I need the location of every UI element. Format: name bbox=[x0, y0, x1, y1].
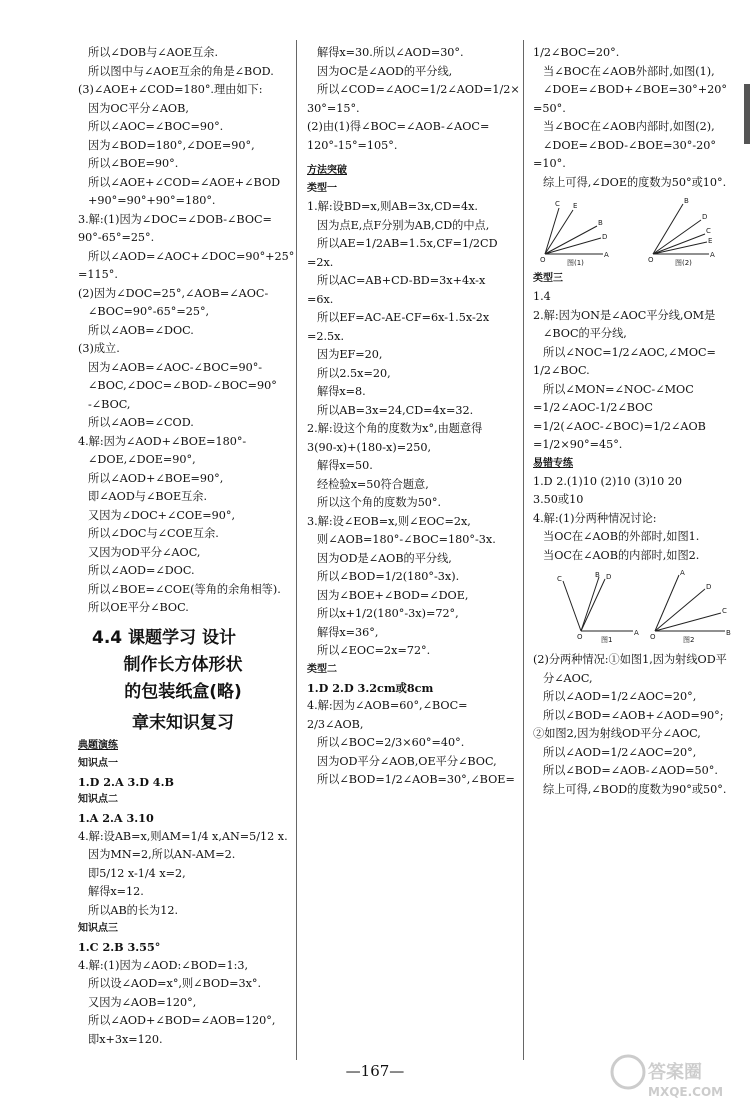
angle-diagram-svg-2 bbox=[533, 569, 733, 647]
solution-line: 经检验x=50符合题意, bbox=[317, 477, 429, 491]
solution-line: 所以∠AOB=∠COD. bbox=[88, 416, 194, 429]
svg-text:D: D bbox=[606, 573, 612, 581]
solution-line: =50°. bbox=[533, 101, 566, 115]
knowledge-point-3: 知识点三 bbox=[78, 923, 118, 934]
svg-text:E: E bbox=[708, 237, 713, 245]
solution-line: 当OC在∠AOB的内部时,如图2. bbox=[543, 548, 700, 562]
solution-line: 解得x=30.所以∠AOD=30°. bbox=[317, 46, 464, 59]
heading-box-design: 制作长方体形状 bbox=[123, 654, 243, 675]
solution-line: 所以2.5x=20, bbox=[317, 366, 391, 380]
svg-text:B: B bbox=[726, 629, 731, 637]
solution-line: 4.解:(1)因为∠AOD:∠BOD=1:3, bbox=[78, 958, 249, 972]
solution-line: 所以EF=AC-AE-CF=6x-1.5x-2x bbox=[317, 311, 490, 324]
solution-line: =1/2×90°=45°. bbox=[533, 438, 623, 451]
solution-line: ∠BOC的平分线, bbox=[543, 327, 627, 340]
section-fangfa: 方法突破 bbox=[307, 165, 347, 176]
solution-line: 所以图中与∠AOE互余的角是∠BOD. bbox=[88, 64, 274, 78]
angle-figures-1-2 bbox=[533, 196, 745, 266]
solution-line: 所以这个角的度数为50°. bbox=[317, 496, 442, 509]
solution-line: 1.4 bbox=[533, 290, 551, 303]
solution-line: 所以∠AOD=1/2∠AOC=20°, bbox=[543, 745, 697, 759]
solution-line: 又因为∠DOC+∠COE=90°, bbox=[88, 508, 236, 522]
solution-line: 当∠BOC在∠AOB内部时,如图(2), bbox=[543, 120, 715, 133]
solution-line: 4.解:因为∠AOD+∠BOE=180°- bbox=[78, 434, 247, 448]
solution-line: +90°=90°+90°=180°. bbox=[88, 194, 216, 207]
solution-line: 解得x=36°, bbox=[317, 625, 379, 639]
solution-line: =1/2∠AOC-1/2∠BOC bbox=[533, 401, 653, 414]
svg-text:C: C bbox=[722, 607, 727, 615]
knowledge-point-1: 知识点一 bbox=[78, 757, 118, 769]
solution-line: 120°-15°=105°. bbox=[307, 138, 398, 152]
type1-solution-lines bbox=[307, 198, 517, 661]
solution-line: (2)分两种情况:①如图1,因为射线OD平 bbox=[533, 653, 727, 666]
solution-line: 因为∠BOE+∠BOD=∠DOE, bbox=[317, 588, 469, 602]
solution-line: 因为MN=2,所以AN-AM=2. bbox=[88, 848, 236, 861]
solution-line: 所以∠BOD=∠AOB-∠AOD=50°. bbox=[543, 764, 718, 777]
type-2-label: 类型二 bbox=[307, 663, 337, 675]
solution-line: ∠DOE,∠DOE=90°, bbox=[88, 453, 196, 466]
kp3-solution-lines bbox=[78, 957, 288, 1050]
solution-line: (3)∠AOE+∠COD=180°.理由如下: bbox=[78, 83, 263, 96]
solution-line: 当OC在∠AOB的外部时,如图1. bbox=[543, 530, 700, 543]
solution-line: 所以∠EOC=2x=72°. bbox=[317, 644, 431, 657]
type-1-label: 类型一 bbox=[307, 183, 337, 194]
solution-line: 所以OE平分∠BOC. bbox=[88, 601, 189, 614]
svg-text:答案圈: 答案圈 bbox=[648, 1062, 702, 1083]
solution-line: 综上可得,∠BOD的度数为90°或50°. bbox=[543, 782, 727, 796]
svg-text:D: D bbox=[706, 583, 712, 591]
solution-line: 所以x+1/2(180°-3x)=72°, bbox=[317, 607, 459, 620]
knowledge-point-2: 知识点二 bbox=[78, 794, 118, 805]
solution-line: 所以AC=AB+CD-BD=3x+4x-x bbox=[317, 274, 486, 287]
svg-text:O: O bbox=[648, 256, 654, 264]
section-yicuo: 易错专练 bbox=[533, 457, 573, 469]
solution-line: (2)因为∠DOC=25°,∠AOB=∠AOC- bbox=[78, 286, 269, 300]
heading-4-4: 4.4 课题学习 设计 bbox=[92, 627, 236, 648]
svg-text:O: O bbox=[540, 256, 546, 264]
solution-line: 解得x=50. bbox=[317, 459, 373, 472]
solution-line: (3)成立. bbox=[78, 342, 120, 355]
solution-line: 即x+3x=120. bbox=[88, 1032, 163, 1046]
solution-line: 所以∠AOE+∠COD=∠AOE+∠BOD bbox=[88, 175, 281, 189]
solution-line: 即∠AOD与∠BOE互余. bbox=[88, 490, 208, 503]
solution-line: 4.解:(1)分两种情况讨论: bbox=[533, 511, 657, 525]
solution-line: 3.解:(1)因为∠DOC=∠DOB-∠BOC= bbox=[78, 212, 272, 226]
solution-line: 所以AB=3x=24,CD=4x=32. bbox=[317, 403, 474, 417]
solution-line: 因为OD平分∠AOB,OE平分∠BOC, bbox=[317, 754, 497, 768]
solution-line: 1/2∠BOC=20°. bbox=[533, 46, 620, 59]
solution-line: 解得x=12. bbox=[88, 885, 144, 898]
solution-line: 所以∠AOD=∠DOC. bbox=[88, 564, 195, 577]
solution-line: 2.解:设这个角的度数为x°,由题意得 bbox=[307, 422, 483, 435]
type-3-label: 类型三 bbox=[533, 273, 563, 284]
svg-text:O: O bbox=[577, 633, 583, 641]
heading-wrapping: 的包装纸盒(略) bbox=[124, 681, 242, 702]
col3-bottom-lines bbox=[533, 651, 745, 799]
solution-line: =115°. bbox=[78, 268, 118, 281]
column-divider-2 bbox=[523, 40, 524, 1060]
kp2-solution-lines bbox=[78, 828, 288, 921]
figure-a-caption: 图1 bbox=[601, 636, 613, 644]
section-dianlian: 典题演练 bbox=[78, 739, 118, 751]
chapter-review-heading: 章末知识复习 bbox=[132, 712, 234, 733]
col1-solution-lines bbox=[78, 44, 295, 618]
type2-solution-lines bbox=[307, 697, 517, 790]
solution-line: 则∠AOB=180°-∠BOC=180°-3x. bbox=[317, 533, 496, 546]
solution-line: 所以∠AOD=1/2∠AOC=20°, bbox=[543, 690, 697, 703]
figure-2-caption: 图(2) bbox=[675, 259, 692, 267]
solution-line: 所以∠COD=∠AOC=1/2∠AOD=1/2× bbox=[317, 83, 520, 96]
svg-text:C: C bbox=[555, 200, 560, 208]
col2-top-lines bbox=[307, 44, 520, 155]
solution-line: 所以∠AOC=∠BOC=90°. bbox=[88, 120, 224, 133]
yicuo-lines bbox=[533, 473, 745, 566]
solution-line: 又因为∠AOB=120°, bbox=[88, 995, 197, 1009]
solution-line: 解得x=8. bbox=[317, 385, 366, 398]
solution-line: ∠DOE=∠BOD-∠BOE=30°-20° bbox=[543, 138, 716, 152]
solution-line: 所以∠AOD+∠BOE=90°, bbox=[88, 471, 224, 485]
solution-line: 90°-65°=25°. bbox=[78, 231, 155, 244]
solution-line: 所以设∠AOD=x°,则∠BOD=3x°. bbox=[88, 977, 262, 990]
svg-text:C: C bbox=[557, 575, 562, 583]
solution-line: 因为OD是∠AOB的平分线, bbox=[317, 551, 452, 565]
solution-line: 综上可得,∠DOE的度数为50°或10°. bbox=[543, 175, 727, 189]
solution-line: (2)由(1)得∠BOC=∠AOB-∠AOC= bbox=[307, 120, 490, 133]
solution-line: -∠BOC, bbox=[88, 397, 131, 411]
solution-line: 因为OC是∠AOD的平分线, bbox=[317, 64, 453, 78]
svg-text:A: A bbox=[710, 251, 715, 259]
svg-text:E: E bbox=[573, 202, 578, 210]
svg-text:A: A bbox=[634, 629, 639, 637]
solution-line: ②如图2,因为射线OD平分∠AOC, bbox=[533, 727, 701, 740]
solution-line: 当∠BOC在∠AOB外部时,如图(1), bbox=[543, 64, 715, 78]
solution-line: 因为∠BOD=180°,∠DOE=90°, bbox=[88, 138, 255, 152]
svg-text:D: D bbox=[702, 213, 708, 221]
col3-top-lines bbox=[533, 44, 745, 192]
svg-text:MXQE.COM: MXQE.COM bbox=[648, 1085, 724, 1099]
solution-line: 即5/12 x-1/4 x=2, bbox=[88, 866, 186, 880]
svg-text:B: B bbox=[598, 219, 603, 227]
solution-line: 所以∠BOC=2/3×60°=40°. bbox=[317, 736, 465, 749]
solution-line: 2/3∠AOB, bbox=[307, 717, 364, 731]
solution-line: 分∠AOC, bbox=[543, 671, 593, 685]
solution-line: 1/2∠BOC. bbox=[533, 364, 590, 377]
column-divider-1 bbox=[296, 40, 297, 1060]
solution-line: 因为EF=20, bbox=[317, 348, 383, 361]
angle-figures-a-b bbox=[533, 569, 745, 647]
figure-1-caption: 图(1) bbox=[567, 259, 584, 267]
solution-line: 所以∠DOB与∠AOE互余. bbox=[88, 46, 219, 59]
solution-line: 所以AE=1/2AB=1.5x,CF=1/2CD bbox=[317, 237, 498, 250]
solution-line: 所以∠AOD=∠AOC+∠DOC=90°+25° bbox=[88, 249, 295, 263]
column-2 bbox=[307, 44, 520, 790]
solution-line: 所以∠AOD+∠BOD=∠AOB=120°, bbox=[88, 1014, 276, 1027]
solution-line: 3.解:设∠EOB=x,则∠EOC=2x, bbox=[307, 514, 471, 528]
column-3 bbox=[533, 44, 745, 799]
solution-line: =1/2(∠AOC-∠BOC)=1/2∠AOB bbox=[533, 419, 706, 433]
solution-line: 又因为OD平分∠AOC, bbox=[88, 545, 201, 559]
solution-line: 4.解:因为∠AOB=60°,∠BOC= bbox=[307, 699, 468, 712]
kp2-answers: 1.A 2.A 3.10 bbox=[78, 811, 154, 825]
solution-line: 2.解:因为ON是∠AOC平分线,OM是 bbox=[533, 308, 716, 322]
solution-line: 因为OC平分∠AOB, bbox=[88, 101, 189, 115]
solution-line: ∠BOC,∠DOC=∠BOD-∠BOC=90° bbox=[88, 379, 277, 392]
svg-text:B: B bbox=[595, 571, 600, 579]
solution-line: 因为∠AOB=∠AOC-∠BOC=90°- bbox=[88, 360, 263, 374]
solution-line: =10°. bbox=[533, 157, 566, 170]
solution-line: =2x. bbox=[307, 255, 334, 269]
solution-line: 因为点E,点F分别为AB,CD的中点, bbox=[317, 218, 490, 232]
solution-line: =6x. bbox=[307, 292, 334, 306]
solution-line: =2.5x. bbox=[307, 329, 345, 343]
solution-line: ∠BOC=90°-65°=25°, bbox=[88, 305, 210, 318]
solution-line: 所以∠DOC与∠COE互余. bbox=[88, 527, 219, 540]
solution-line: 所以∠BOD=1/2∠AOB=30°,∠BOE= bbox=[317, 773, 515, 786]
kp3-answers: 1.C 2.B 3.55° bbox=[78, 940, 161, 954]
solution-line: 所以AB的长为12. bbox=[88, 903, 179, 917]
solution-line: 3.50或10 bbox=[533, 493, 584, 506]
solution-line: 4.解:设AB=x,则AM=1/4 x,AN=5/12 x. bbox=[78, 829, 288, 843]
svg-text:A: A bbox=[680, 569, 685, 577]
solution-line: 所以∠BOE=∠COE(等角的余角相等). bbox=[88, 582, 281, 596]
svg-text:C: C bbox=[706, 227, 711, 235]
svg-text:B: B bbox=[684, 197, 689, 205]
solution-line: 所以∠BOD=∠AOB+∠AOD=90°; bbox=[543, 708, 724, 722]
page-number: —167— bbox=[345, 1062, 405, 1080]
solution-line: 所以∠AOB=∠DOC. bbox=[88, 323, 194, 337]
svg-text:D: D bbox=[602, 233, 608, 241]
svg-text:A: A bbox=[604, 251, 609, 259]
angle-diagram-svg bbox=[533, 196, 733, 266]
solution-line: 1.解:设BD=x,则AB=3x,CD=4x. bbox=[307, 200, 478, 213]
kp1-answers: 1.D 2.A 3.D 4.B bbox=[78, 774, 174, 789]
solution-line: 1.D 2.(1)10 (2)10 (3)10 20 bbox=[533, 474, 683, 488]
type2-answers: 1.D 2.D 3.2cm或8cm bbox=[307, 680, 434, 695]
type3-solution-lines bbox=[533, 288, 745, 455]
solution-line: 3(90-x)+(180-x)=250, bbox=[307, 440, 432, 454]
watermark-logo bbox=[604, 1050, 744, 1100]
svg-text:O: O bbox=[650, 633, 656, 641]
solution-line: 所以∠MON=∠NOC-∠MOC bbox=[543, 382, 694, 396]
solution-line: 所以∠BOE=90°. bbox=[88, 157, 179, 170]
solution-line: 30°=15°. bbox=[307, 101, 360, 115]
solution-line: ∠DOE=∠BOD+∠BOE=30°+20° bbox=[543, 83, 727, 96]
figure-b-caption: 图2 bbox=[683, 636, 695, 644]
column-1 bbox=[78, 44, 295, 1049]
solution-line: 所以∠NOC=1/2∠AOC,∠MOC= bbox=[543, 345, 716, 359]
solution-line: 所以∠BOD=1/2(180°-3x). bbox=[317, 570, 460, 583]
